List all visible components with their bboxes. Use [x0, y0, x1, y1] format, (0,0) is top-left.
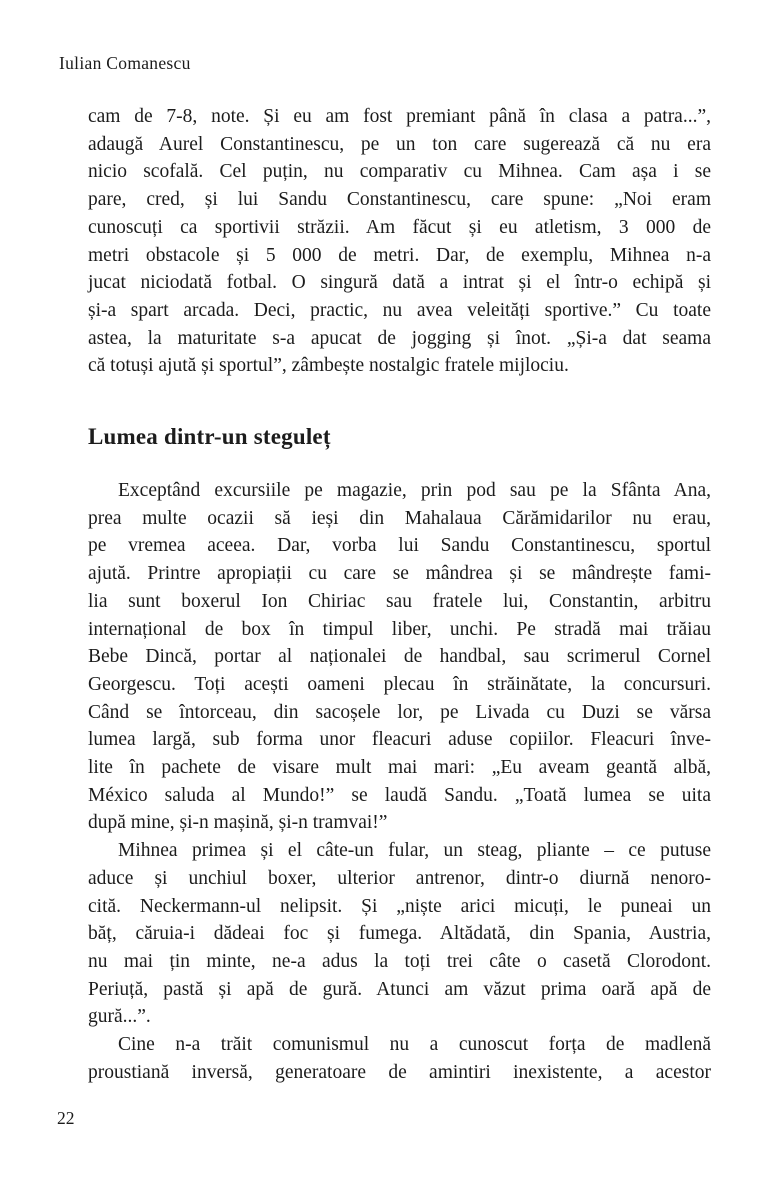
running-header: Iulian Comanescu: [59, 53, 191, 73]
text-line: adaugă Aurel Constantinescu, pe un ton care sugerează că nu era: [88, 133, 711, 155]
text-line: astea, la maturitate s-a apucat de jogging și înot. „Și-a dat seama: [88, 327, 711, 349]
text-line: aduce și unchiul boxer, ulterior antrenor, dintr-o diurnă nenoro-: [88, 867, 711, 889]
text-line: lia sunt boxerul Ion Chiriac sau fratele lui, Constantin, arbitru: [88, 590, 711, 612]
paragraph: [88, 1031, 711, 1086]
text-line: ajută. Printre apropiații cu care se mândrea și se mândrește fami-: [88, 563, 711, 585]
text-line: pe vremea aceea. Dar, vorba lui Sandu Constantinescu, sportul: [88, 535, 711, 557]
text-line: metri obstacole și 5 000 de metri. Dar, de exemplu, Mihnea n-a: [88, 244, 711, 266]
text-line: pare, cred, și lui Sandu Constantinescu, care spune: „Noi eram: [88, 189, 711, 211]
section-heading: Lumea dintr-un steguleț: [88, 424, 331, 450]
text-line: internațional de box în timpul liber, unchi. Pe stradă mai trăiau: [88, 618, 711, 640]
paragraph: [88, 837, 711, 1031]
text-line: după mine, și-n mașină, și-n tramvai!”: [88, 812, 388, 834]
text-line: băț, căruia-i dădeai foc și fumega. Altădată, din Spania, Austria,: [88, 923, 711, 945]
text-line: și-a spart arcada. Deci, practic, nu avea veleități sportive.” Cu toate: [88, 299, 711, 321]
text-line: jucat niciodată fotbal. O singură dată a intrat și el într-o echipă și: [88, 272, 711, 294]
text-block: [88, 103, 711, 1087]
text-line: gură...”.: [88, 1006, 151, 1028]
text-line: Exceptând excursiile pe magazie, prin pod sau pe la Sfânta Ana,: [118, 480, 711, 502]
text-line: lumea largă, sub forma unor fleacuri aduse copiilor. Fleacuri înve-: [88, 729, 711, 751]
paragraph: [88, 477, 711, 837]
text-line: Georgescu. Toți acești oameni plecau în străinătate, la concursuri.: [88, 673, 711, 695]
paragraph: [88, 103, 711, 380]
text-line: cam de 7-8, note. Și eu am fost premiant până în clasa a patra...”,: [88, 106, 711, 127]
text-line: că totuși ajută și sportul”, zâmbește nostalgic fratele mijlociu.: [88, 355, 569, 377]
text-line: Bebe Dincă, portar al naționalei de handbal, sau scrimerul Cornel: [88, 646, 711, 668]
text-line: lite în pachete de visare mult mai mari: „Eu aveam geantă albă,: [88, 757, 711, 779]
text-line: cunoscuți ca sportivii străzii. Am făcut și eu atletism, 3 000 de: [88, 216, 711, 238]
text-line: Mihnea primea și el câte-un fular, un steag, pliante – ce putuse: [118, 840, 711, 862]
text-line: nicio scofală. Cel puțin, nu comparativ cu Mihnea. Cam așa i se: [88, 161, 711, 183]
text-line: Când se întorceau, din sacoșele lor, pe Livada cu Duzi se vărsa: [88, 701, 711, 723]
text-line: nu mai țin minte, ne-a adus la toți trei câte o casetă Clorodont.: [88, 950, 711, 972]
text-line: proustiană inversă, generatoare de amintiri inexistente, a acestor: [88, 1061, 711, 1083]
text-line: cită. Neckermann-ul nelipsit. Și „niște arici micuți, le puneai un: [88, 895, 711, 917]
page-number: 22: [57, 1108, 75, 1128]
text-line: Periuță, pastă și apă de gură. Atunci am văzut prima oară apă de: [88, 978, 711, 1000]
text-line: prea multe ocazii să ieși din Mahalaua Cărămidarilor nu erau,: [88, 507, 711, 529]
text-line: Cine n-a trăit comunismul nu a cunoscut forța de madlenă: [118, 1034, 711, 1056]
text-line: México saluda al Mundo!” se laudă Sandu. „Toată lumea se uita: [88, 784, 711, 806]
